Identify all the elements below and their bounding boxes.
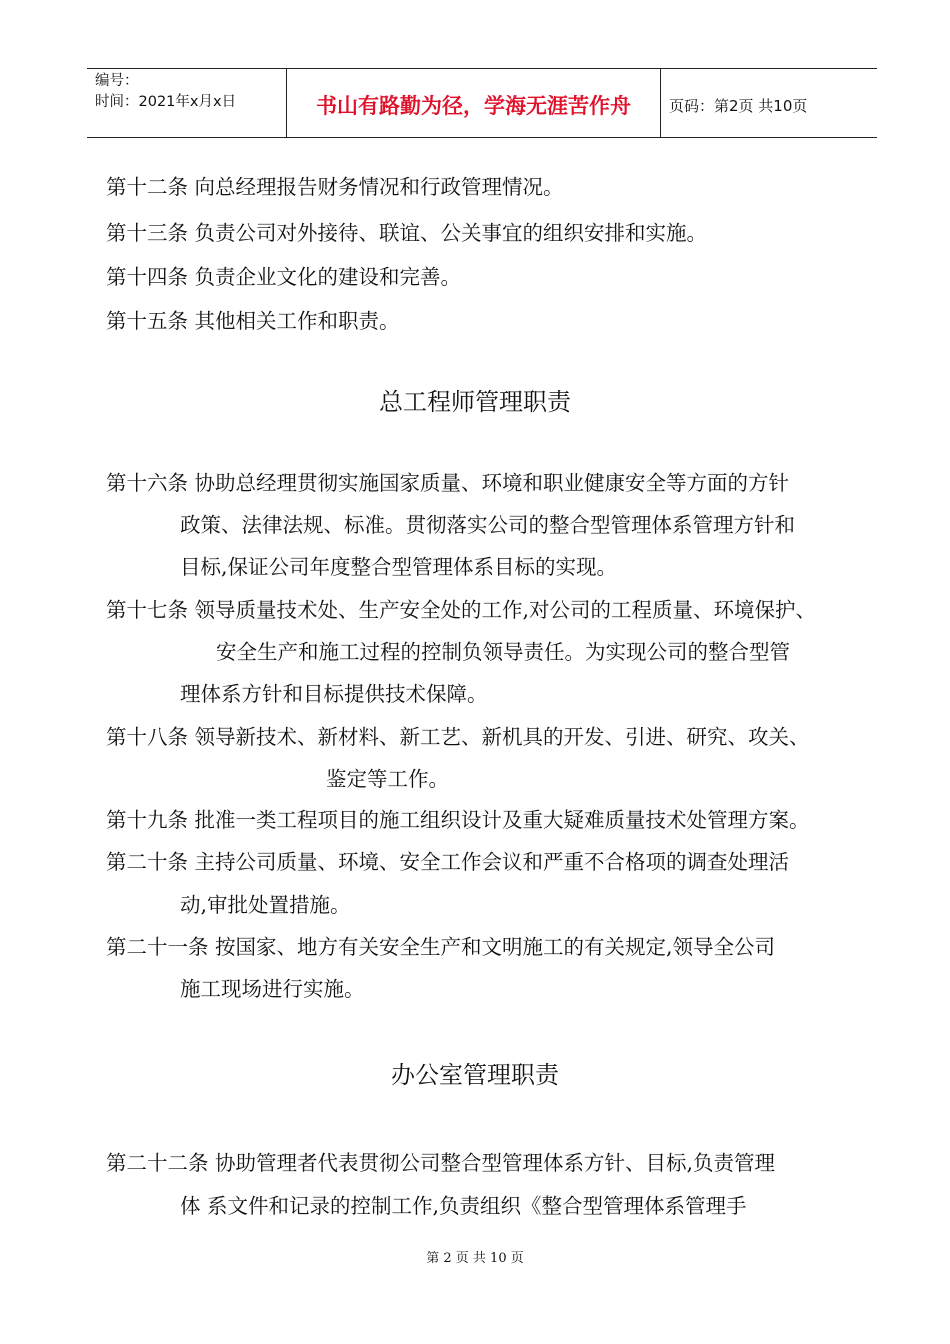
paragraph-article-12: 第十二条 向总经理报告财务情况和行政管理情况。 xyxy=(106,175,564,199)
number-label: 编号： xyxy=(95,73,139,89)
paragraph-line: 第二十条 主持公司质量、环境、安全工作会议和严重不合格项的调查处理活 xyxy=(106,850,790,874)
section-title-office: 办公室管理职责 xyxy=(391,1061,559,1089)
paragraph-line: 第二十二条 协助管理者代表贯彻公司整合型管理体系方针、目标,负责管理 xyxy=(106,1151,776,1175)
paragraph-line: 目标,保证公司年度整合型管理体系目标的实现。 xyxy=(180,555,618,579)
paragraph-line: 体 系文件和记录的控制工作,负责组织《整合型管理体系管理手 xyxy=(180,1194,747,1218)
time-label: 时间：2021年x月x日 xyxy=(95,94,237,110)
paragraph-line: 安全生产和施工过程的控制负领导责任。为实现公司的整合型管 xyxy=(216,640,790,664)
paragraph-line: 施工现场进行实施。 xyxy=(180,977,365,1001)
paragraph-line: 第十六条 协助总经理贯彻实施国家质量、环境和职业健康安全等方面的方针 xyxy=(106,471,790,495)
section-title-chief-engineer: 总工程师管理职责 xyxy=(379,388,571,416)
header-meta xyxy=(87,69,287,137)
paragraph-article-13: 第十三条 负责公司对外接待、联谊、公关事宜的组织安排和实施。 xyxy=(106,221,708,245)
header-page-info: 页码：第2页 共10页 xyxy=(669,96,808,115)
paragraph-line: 理体系方针和目标提供技术保障。 xyxy=(180,682,488,706)
page-footer: 第 2 页 共 10 页 xyxy=(426,1251,524,1266)
page-header xyxy=(87,68,877,138)
paragraph-line: 第十九条 批准一类工程项目的施工组织设计及重大疑难质量技术处管理方案。 xyxy=(106,808,810,832)
paragraph-article-15: 第十五条 其他相关工作和职责。 xyxy=(106,309,400,333)
paragraph-article-14: 第十四条 负责企业文化的建设和完善。 xyxy=(106,265,462,289)
paragraph-line: 第十八条 领导新技术、新材料、新工艺、新机具的开发、引进、研究、攻关、 xyxy=(106,725,810,749)
paragraph-line: 政策、法律法规、标准。贯彻落实公司的整合型管理体系管理方针和 xyxy=(180,513,795,537)
paragraph-line: 动,审批处置措施。 xyxy=(180,893,351,917)
header-slogan: 书山有路勤为径，学海无涯苦作舟 xyxy=(287,69,661,137)
paragraph-line: 第二十一条 按国家、地方有关安全生产和文明施工的有关规定,领导全公司 xyxy=(106,935,776,959)
paragraph-line: 鉴定等工作。 xyxy=(326,767,449,791)
paragraph-line: 第十七条 领导质量技术处、生产安全处的工作,对公司的工程质量、环境保护、 xyxy=(106,598,817,622)
